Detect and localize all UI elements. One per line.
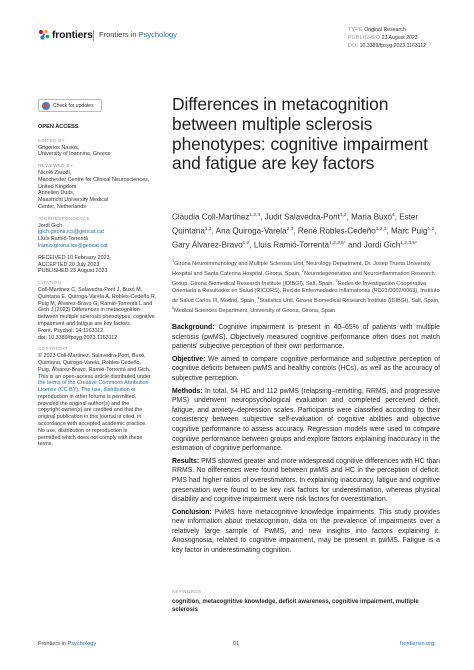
sidebar-line: Puig, Álvarez-Bravo, Ramió-Torrentà and Gich. <box>38 366 151 373</box>
abstract-text: PwMS have metacognitive knowledge impairments. This study provides new information about metacognition, data on the prevalence of impairments over a relatively large sample of PwMS, and new insights into factors explaining it. Anosognosia, related to cognitive impairment, may be present in pwMS. Fatigue is a key factor in underestimating cognition. <box>172 508 440 555</box>
footer-site-link[interactable]: frontiersin.org <box>400 641 435 647</box>
abstract-paragraph <box>172 323 440 352</box>
sidebar-section-label: *CORRESPONDENCE <box>38 215 90 221</box>
meta-label: TYPE <box>348 27 363 33</box>
footer-journal[interactable] <box>38 641 96 647</box>
abstract-text: PMS showed greater and more widespread cognitive differences with HC than RRMS. No differences were found between pwMS and HC in the perception of deficit. PMS had higher ratios of overestimators. In explaining inaccuracy, fatigue and cognitive preservation were found to be key risk factors for underestimation, whereas physical disability and cognitive impairment were risk factors for overestimation. <box>172 457 440 504</box>
sidebar-line: Nicolò Zarotti, <box>38 169 72 176</box>
sidebar-line: Gich J (2023) Differences in metacognition <box>38 307 140 314</box>
sidebar-line: doi: 10.3389/fpsyg.2023.1163112 <box>38 334 118 341</box>
sidebar-section-label: REVIEWED BY <box>38 163 74 169</box>
meta-value: 23 August 2023 <box>381 35 418 42</box>
sidebar-line: Manchester Centre for Clinical Neurosciences, <box>38 176 150 183</box>
abstract-heading: Background: <box>172 324 215 331</box>
crossmark-icon <box>42 102 50 110</box>
sidebar-line: Grigorios Nasios, <box>38 144 80 151</box>
sidebar-section <box>38 163 163 211</box>
sidebar-section <box>38 250 163 275</box>
author-list: Clàudia Coll-Martinez$^{1,2,3}$, Judit Salavedra-Pont$^{1,2}$, Maria Buxó$^4$, Ester Quintana$^{1,2}$, Ana Quiroga-Varela$^{2,3}$, René Robles-Cedeño$^{1,2,3}$, Marc Puig$^{1,2}$, Gary Álvarez-Bravo$^{1,2}$, Lluís Ramió-Torrentà$^{1,2,3,5*}$ and Jordi Gich$^{1,2,3,5*}$ <box>172 212 437 251</box>
sidebar-line: accordance with accepted academic practice. <box>38 421 147 428</box>
doi-link[interactable]: 10.3389/fpsyg.2023.1163112 <box>359 43 427 50</box>
journal-name[interactable] <box>99 30 177 39</box>
sidebar <box>38 124 163 448</box>
abstract <box>172 323 440 559</box>
sidebar-line: No use, distribution or reproduction is <box>38 427 128 434</box>
sidebar-section-label: COPYRIGHT <box>38 346 69 352</box>
sidebar-section <box>38 346 163 448</box>
sidebar-line: PUBLISHED 23 August 2023 <box>38 268 108 275</box>
check-updates-label: Check for updates <box>53 102 94 109</box>
sidebar-line: Puig M, Álvarez-Bravo G, Ramió-Torrentà L and <box>38 300 153 307</box>
sidebar-line[interactable]: the terms of the Creative Commons Attribution <box>38 380 149 387</box>
abstract-text: We aimed to compare cognitive performance and subjective perception of cognitive deficits between pwMS and healthy controls (HCs), as well as the accuracy of subjective perception. <box>172 355 440 382</box>
sidebar-line[interactable]: License (CC BY). The use, distribution or <box>38 387 136 394</box>
sidebar-line: between multiple sclerosis phenotypes: cognitive <box>38 314 155 321</box>
sidebar-section <box>38 138 163 158</box>
abstract-heading: Objective: <box>172 355 206 363</box>
abstract-heading: Methods: <box>172 387 203 395</box>
sidebar-line: original publication in this journal is cited, in <box>38 414 142 421</box>
meta-published <box>348 34 474 42</box>
keywords: cognition, metacognitive knowledge, deficit awareness, cognitive impairment, multiple sclerosis <box>172 599 419 614</box>
meta-value: Original Research <box>364 27 406 33</box>
sidebar-line: Front. Psychol. 14:1163112. <box>38 327 105 334</box>
sidebar-line: ACCEPTED 20 July 2023 <box>38 261 100 268</box>
keywords-label: KEYWORDS <box>172 589 202 594</box>
check-for-updates-button[interactable] <box>38 99 102 112</box>
sidebar-line[interactable]: jgich.girona.ics@gencat.cat <box>38 229 105 236</box>
sidebar-line: This is an open-access article distributed under <box>38 373 151 380</box>
abstract-paragraph <box>172 508 440 556</box>
page-number: 01 <box>233 641 240 647</box>
abstract-text: Cognitive impairment is present in 40–65% of patients with multiple sclerosis (pwMS). Objectively measured cognitive performance often does not match patients' subjective perception of their own performance. <box>172 324 440 351</box>
sidebar-line: RECEIVED 10 February 2023 <box>38 254 110 261</box>
sidebar-line: copyright owner(s) are credited and that the <box>38 407 143 414</box>
meta-doi <box>348 42 474 50</box>
sidebar-line: Lluís Ramió-Torrentà <box>38 236 89 243</box>
journal-prefix: Frontiers in <box>99 30 139 39</box>
sidebar-line: University of Ioannina, Greece <box>38 151 111 158</box>
header-divider <box>93 30 94 41</box>
abstract-paragraph <box>172 457 440 505</box>
footer-journal-name: Psychology <box>67 641 97 647</box>
sidebar-line: Quintana, Quiroga-Varela, Robles-Cedeño, <box>38 359 141 366</box>
abstract-paragraph <box>172 355 440 384</box>
frontiers-brand: frontiers <box>52 29 93 41</box>
sidebar-line: provided the original author(s) and the <box>38 400 130 407</box>
article-meta <box>348 26 474 51</box>
sidebar-section-label: EDITED BY <box>38 137 65 143</box>
sidebar-line: terms. <box>38 441 53 448</box>
open-access-label: OPEN ACCESS <box>38 124 79 130</box>
sidebar-line: United Kingdom <box>38 183 77 190</box>
frontiers-logo-icon <box>38 29 50 41</box>
footer-journal-prefix: Frontiers in <box>38 641 68 647</box>
sidebar-line: impairment and fatigue are key factors. <box>38 320 132 327</box>
sidebar-line: Center, Netherlands <box>38 203 86 210</box>
abstract-paragraph <box>172 387 440 454</box>
abstract-text: In total, 54 HC and 112 pwMS (relapsing–remitting, RRMS, and progressive PMS) underwent neuropsychological evaluation and completed perceived deficit, fatigue, and anxiety–depression scales. Participants were classified according to their consistency between subjective self-evaluation of cognitive abilities and objective cognitive performance to assess accuracy. Regression models were used to compare cognitive performance between groups and explore factors explaining inaccuracy in the estimation of cognitive performance. <box>172 387 440 453</box>
article-title: Differences in metacognition between multiple sclerosis phenotypes: cognitive impairment and fatigue are key factors <box>172 94 428 174</box>
abstract-heading: Conclusion: <box>172 508 212 516</box>
sidebar-line: Annelien Duits, <box>38 190 75 197</box>
sidebar-line: Coll-Martinez C, Salavedra-Pont J, Buxó M, <box>38 286 143 293</box>
sidebar-line: © 2023 Coll-Martinez, Salavedra-Pont, Buxó, <box>38 353 146 360</box>
sidebar-section <box>38 216 163 250</box>
sidebar-line: permitted which does not comply with these <box>38 434 143 441</box>
sidebar-section <box>38 280 163 341</box>
affiliations: $^1$Girona Neuroimmunology and Multiple Sclerosis Unit, Neurology Department, Dr. Josep Trueta University Hospital and Santa Caterina Hospital, Girona, Spain, $^2$Neurodegeneration and Neuroinflammation Research Group, Girona Biomedical Research Institute (IDIBGI), Salt, Spain, $^3$Redes de Investigación Cooperativa Orientada a Resultados en Salud (RICORS), Red de Enfermedades inflamatorias (RD21/0002/0063), Instituto de Salud Carlos III, Madrid, Spain, $^4$Statistics Unit, Girona Biomedical Research Institute (IDIBGI), Salt, Spain, $^5$Medical Sciences Department, University of Girona, Girona, Spain <box>172 259 440 315</box>
sidebar-line: Quintana E, Quiroga-Varela A, Robles-Cedeño R, <box>38 293 157 300</box>
sidebar-line: reproduction in other forums is permitted, <box>38 393 137 400</box>
meta-label: DOI <box>348 43 359 50</box>
meta-type <box>348 26 474 34</box>
sidebar-line: Jordi Gich <box>38 222 63 229</box>
meta-label: PUBLISHED <box>348 35 381 42</box>
sidebar-line[interactable]: lramio.girona.ics@gencat.cat <box>38 242 108 249</box>
journal-title: Psychology <box>138 30 177 39</box>
sidebar-line: Maastricht University Medical <box>38 197 109 204</box>
sidebar-sections <box>38 138 163 448</box>
sidebar-section-label: CITATION <box>38 280 62 286</box>
abstract-heading: Results: <box>172 457 200 465</box>
